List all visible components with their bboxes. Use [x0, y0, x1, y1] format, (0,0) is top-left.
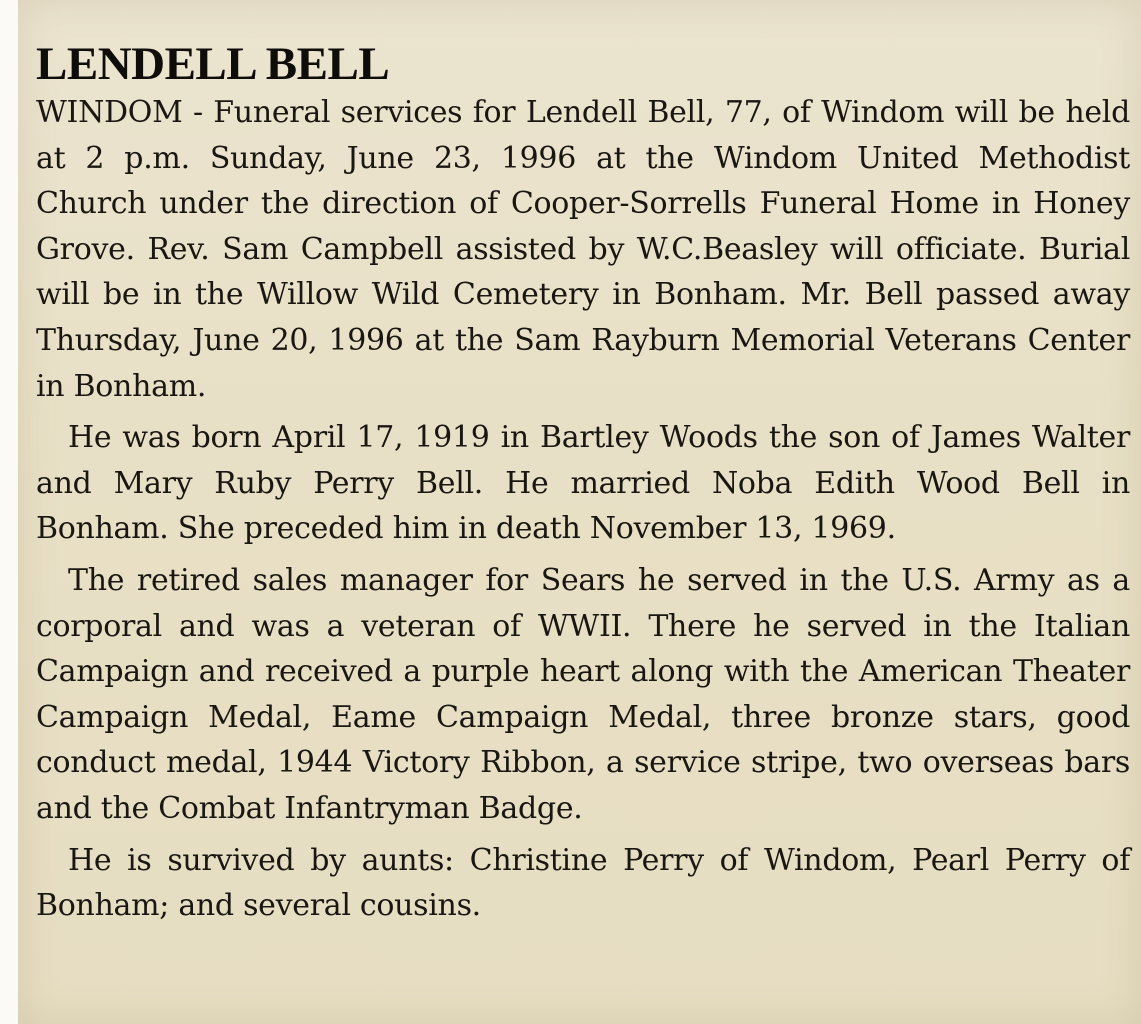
newspaper-clipping [18, 0, 1141, 1024]
page-margin [0, 0, 20, 1024]
obituary-article [36, 36, 1130, 935]
obituary-headline: LENDELL BELL [36, 38, 390, 90]
obituary-paragraph-services: WINDOM - Funeral services for Lendell Bell, 77, of Windom will be held at 2 p.m. Sunday, June 23, 1996 at the Windom United Methodist Church under the direction of Cooper-Sorrells Funeral Home in Honey Grove. Rev. Sam Campbell assisted by W.C.Beasley will officiate. Burial will be in the Willow Wild Cemetery in Bonham. Mr. Bell passed away Thursday, June 20, 1996 at the Sam Rayburn Memorial Veterans Center in Bonham. [36, 95, 1130, 404]
obituary-paragraph-service-record: The retired sales manager for Sears he served in the U.S. Army as a corporal and was a veteran of WWII. There he served in the Italian Campaign and received a purple heart along with the American Theater Campaign Medal, Eame Campaign Medal, three bronze stars, good conduct medal, 1944 Victory Ribbon, a service stripe, two overseas bars and the Combat Infantryman Badge. [36, 562, 1130, 826]
obituary-paragraph-birth: He was born April 17, 1919 in Bartley Woods the son of James Walter and Mary Ruby Perry Bell. He married Noba Edith Wood Bell in Bonham. She preceded him in death November 13, 1969. [36, 420, 1130, 547]
obituary-paragraph-survivors: He is survived by aunts: Christine Perry of Windom, Pearl Perry of Bonham; and several cousins. [36, 842, 1130, 924]
